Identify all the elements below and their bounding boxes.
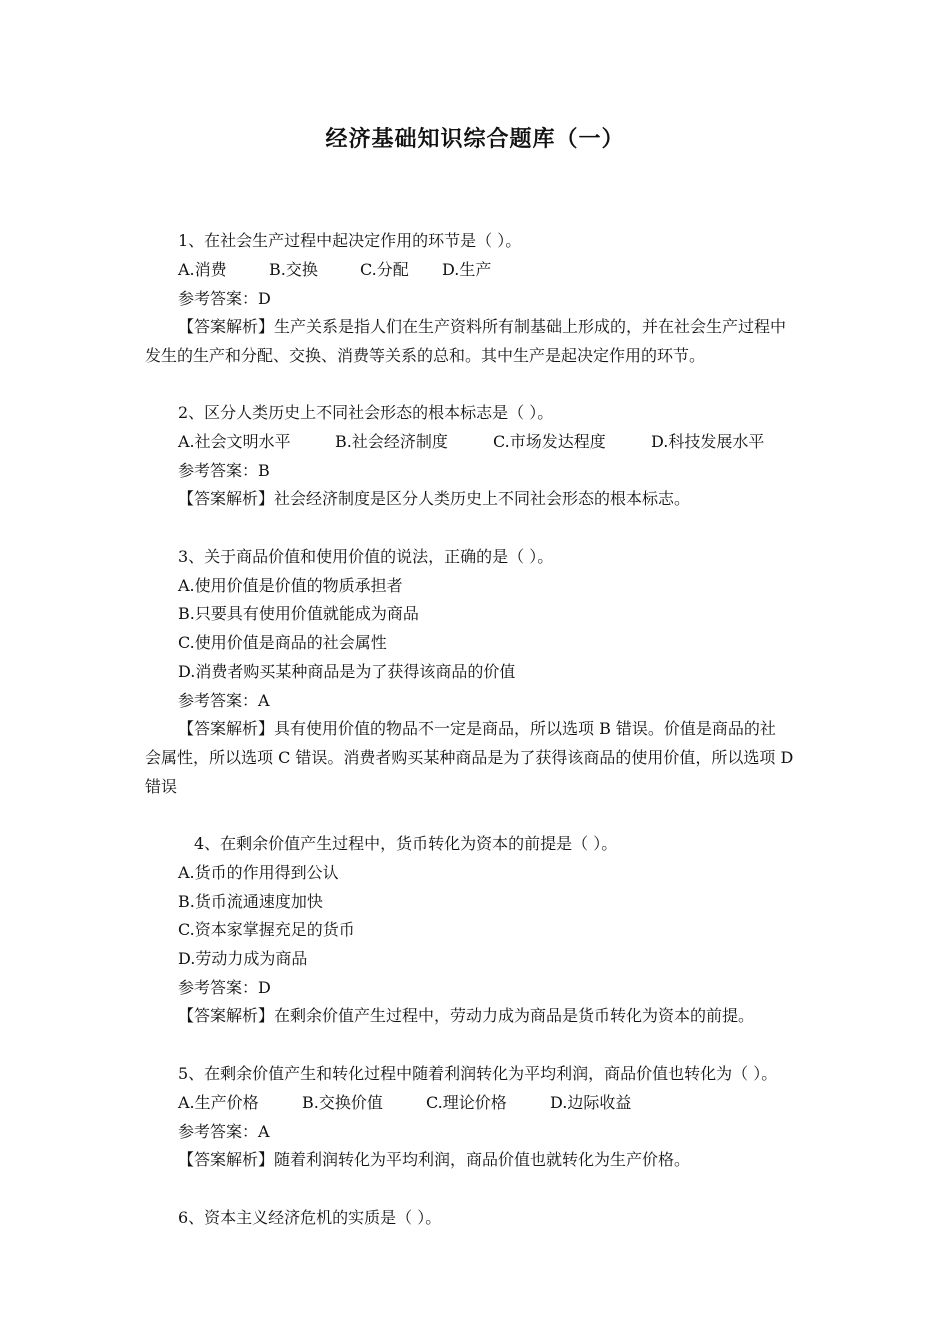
question-1-options <box>178 260 491 280</box>
question-2-answer: 参考答案：B <box>178 461 270 480</box>
option-a: A.社会文明水平 <box>178 432 291 451</box>
question-4-stem: 4、在剩余价值产生过程中，货币转化为资本的前提是（ ）。 <box>194 834 618 853</box>
option-c: C.市场发达程度 <box>493 432 606 451</box>
question-2-options <box>178 432 764 452</box>
question-3-option-b: B.只要具有使用价值就能成为商品 <box>178 604 419 623</box>
question-3-analysis-line-2: 会属性，所以选项 C 错误。消费者购买某种商品是为了获得该商品的使用价值，所以选项 D <box>145 748 794 767</box>
question-4-option-d: D.劳动力成为商品 <box>178 949 308 968</box>
option-d: D.生产 <box>442 260 492 279</box>
question-1-answer: 参考答案：D <box>178 289 271 308</box>
question-4-analysis-line-1: 【答案解析】在剩余价值产生过程中，劳动力成为商品是货币转化为资本的前提。 <box>178 1006 755 1025</box>
question-3-option-a: A.使用价值是价值的物质承担者 <box>178 576 403 595</box>
question-5-analysis-line-1: 【答案解析】随着利润转化为平均利润，商品价值也就转化为生产价格。 <box>178 1150 691 1169</box>
question-5-answer: 参考答案：A <box>178 1122 270 1141</box>
option-a: A.生产价格 <box>178 1093 259 1112</box>
option-d: D.边际收益 <box>550 1093 632 1112</box>
question-5-stem: 5、在剩余价值产生和转化过程中随着利润转化为平均利润，商品价值也转化为（ ）。 <box>178 1064 778 1083</box>
question-4-option-a: A.货币的作用得到公认 <box>178 863 339 882</box>
option-b: B.社会经济制度 <box>335 432 448 451</box>
question-3-option-d: D.消费者购买某种商品是为了获得该商品的价值 <box>178 662 516 681</box>
question-1-stem: 1、在社会生产过程中起决定作用的环节是（ ）。 <box>178 231 522 250</box>
question-3-analysis-line-3: 错误 <box>145 777 178 796</box>
question-2-analysis-line-1: 【答案解析】社会经济制度是区分人类历史上不同社会形态的根本标志。 <box>178 489 691 508</box>
question-1-analysis-line-2: 发生的生产和分配、交换、消费等关系的总和。其中生产是起决定作用的环节。 <box>145 346 706 365</box>
option-b: B.交换价值 <box>302 1093 383 1112</box>
question-3-answer: 参考答案：A <box>178 691 270 710</box>
question-3-analysis-line-1: 【答案解析】具有使用价值的物品不一定是商品，所以选项 B 错误。价值是商品的社 <box>178 719 776 738</box>
option-d: D.科技发展水平 <box>651 432 765 451</box>
option-c: C.理论价格 <box>426 1093 507 1112</box>
option-b: B.交换 <box>269 260 318 279</box>
question-4-option-b: B.货币流通速度加快 <box>178 892 323 911</box>
document-title: 经济基础知识综合题库（一） <box>325 126 625 152</box>
question-1-analysis-line-1: 【答案解析】生产关系是指人们在生产资料所有制基础上形成的，并在社会生产过程中 <box>178 317 787 336</box>
option-a: A.消费 <box>178 260 227 279</box>
question-3-stem: 3、关于商品价值和使用价值的说法，正确的是（ ）。 <box>178 547 554 566</box>
question-2-stem: 2、区分人类历史上不同社会形态的根本标志是（ ）。 <box>178 403 554 422</box>
option-c: C.分配 <box>360 260 409 279</box>
question-4-option-c: C.资本家掌握充足的货币 <box>178 920 355 939</box>
question-4-answer: 参考答案：D <box>178 978 271 997</box>
question-5-options <box>178 1093 631 1113</box>
question-6-stem: 6、资本主义经济危机的实质是（ ）。 <box>178 1208 442 1227</box>
question-3-option-c: C.使用价值是商品的社会属性 <box>178 633 387 652</box>
